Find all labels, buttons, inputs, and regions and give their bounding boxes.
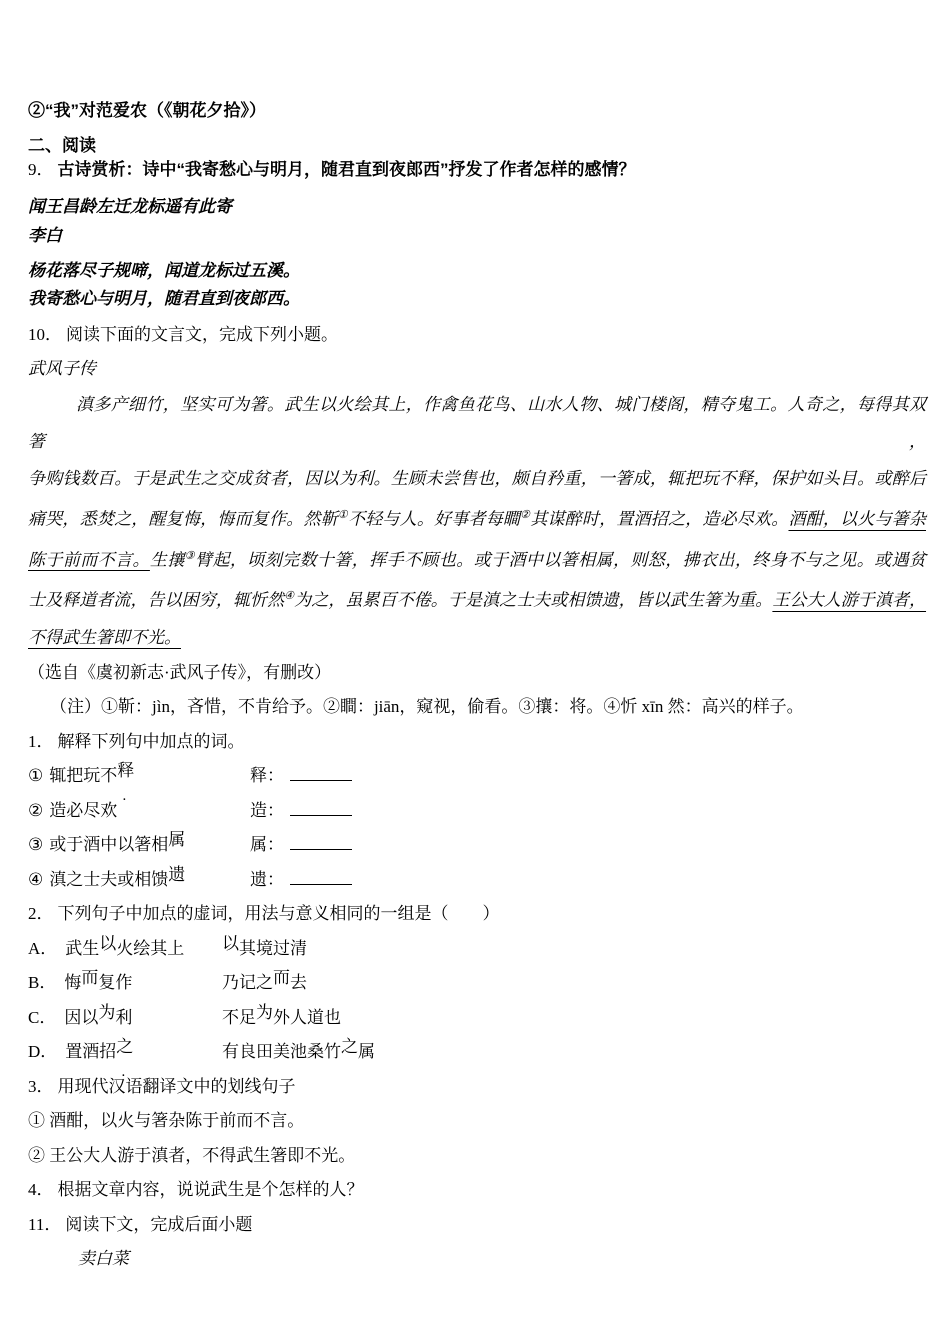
item-circled-number: ②	[28, 800, 44, 820]
answer-label: 释：	[250, 766, 284, 786]
q10-sub2-option-a	[28, 932, 926, 967]
q10-sub3-item-2: ② 王公大人游于滇者，不得武生箸即不光。	[28, 1145, 356, 1165]
dotted-character: 为	[256, 1002, 273, 1022]
passage-text: 滇多产细竹，坚实可为箸。武生以火绘其上，作禽鱼花鸟、山水人物、城门楼阁，精夺鬼工。人奇之，每得其双箸，	[28, 395, 926, 451]
option-phrase: 乃记之	[222, 973, 273, 993]
item-phrase: 辄把玩不	[49, 766, 118, 786]
item2-fan-ailong-line: ②“我”对范爱农（《朝花夕拾》）	[28, 101, 266, 120]
q10-number: 10．	[28, 325, 62, 344]
dotted-character: 以	[222, 933, 239, 953]
passage-text: 士及释道者流，告以困穷，辄忻然	[28, 590, 285, 610]
answer-label: 遗：	[250, 869, 284, 889]
q11-number: 11．	[28, 1214, 62, 1234]
q10-sub3-item-1: ① 酒酣，以火与箸杂陈于前而不言。	[28, 1111, 305, 1131]
q10-sub3-stem-text: 用现代汉语翻译文中的划线句子	[57, 1076, 296, 1096]
underlined-sentence-2: 不得武生箸即不光。	[28, 627, 181, 647]
q11-stem-line	[28, 1208, 926, 1243]
option-phrase: 属	[358, 1042, 375, 1062]
option-phrase: 武生	[65, 938, 100, 958]
q10-sub2-stem-text: 下列句子中加点的虚词，用法与意义相同的一组是（ ）	[57, 904, 500, 924]
passage-line	[28, 538, 926, 579]
q10-sub4-stem-text: 根据文章内容，说说武生是个怎样的人？	[57, 1180, 364, 1200]
option-letter: A．	[28, 938, 58, 958]
underlined-sentence-1: 酒酣，以火与箸杂	[788, 509, 926, 529]
option-phrase: 复作	[98, 973, 133, 993]
option-phrase: 利	[115, 1007, 133, 1027]
item-phrase: 或于酒中以箸相	[49, 835, 169, 855]
poem-line-2: 我寄愁心与明月，随君直到夜郎西。	[28, 289, 300, 308]
passage-text: 其谋醉时，置酒招之，造必尽欢。	[530, 509, 789, 529]
answer-slot	[250, 863, 352, 898]
q10-sub1-item-4	[28, 863, 926, 898]
dotted-character: 之	[116, 1037, 134, 1057]
q10-sub3-number: 3．	[28, 1076, 54, 1096]
q10-stem-line	[28, 324, 926, 346]
note-ref-2: ②	[520, 509, 531, 521]
passage-line	[28, 460, 926, 497]
dotted-character: 以	[99, 933, 117, 953]
option-phrase: 置酒招	[65, 1042, 117, 1062]
option-letter: B．	[28, 973, 57, 993]
option-letter: D．	[28, 1042, 58, 1062]
option-phrase-right	[222, 966, 307, 1001]
dotted-character: 而	[81, 968, 99, 988]
option-phrase: 去	[290, 973, 307, 993]
poem-title: 闻王昌龄左迁龙标遥有此寄	[28, 197, 232, 216]
option-phrase: 其境过清	[239, 938, 307, 958]
underlined-sentence-1: 陈于前而不言。	[28, 550, 150, 570]
q10-sub2-option-d	[28, 1035, 926, 1070]
q10-sub2-option-c	[28, 1001, 926, 1036]
item-phrase: 滇之士夫或相馈	[49, 869, 169, 889]
answer-blank	[290, 870, 352, 885]
q10-sub2-number: 2．	[28, 904, 54, 924]
passage-title: 武风子传	[28, 359, 96, 378]
classical-passage	[28, 386, 926, 656]
item-phrase: 造必尽欢	[49, 800, 118, 820]
q11-subtitle: 卖白菜	[78, 1249, 129, 1269]
q10-sub3-stem	[28, 1070, 926, 1105]
poem-line-1: 杨花落尽子规啼，闻道龙标过五溪。	[28, 261, 300, 280]
dotted-character: 释	[117, 761, 135, 781]
q10-sub1-item-2	[28, 794, 926, 829]
passage-text: 为之，虽累百不倦。于是滇之士夫或相馈遗，皆以武生箸为重。	[294, 590, 773, 610]
option-phrase-right	[222, 1035, 375, 1070]
dotted-character: 属	[168, 830, 186, 850]
q10-sub1-number: 1．	[28, 731, 54, 751]
q9-stem-line	[28, 159, 926, 181]
answer-blank	[290, 766, 352, 781]
q9-number: 9．	[28, 160, 54, 179]
note-ref-4: ④	[284, 590, 295, 603]
answer-label: 造：	[250, 800, 284, 820]
passage-text: 不轻与人。好事者每瞷	[347, 509, 521, 529]
q10-sub1-item-1	[28, 759, 926, 794]
passage-source-line: （选自《虞初新志·武风子传》，有删改）	[28, 662, 332, 682]
answer-label: 属：	[250, 835, 284, 855]
passage-line	[28, 497, 926, 538]
dotted-character: 之	[341, 1037, 358, 1057]
q10-sub2-option-b	[28, 966, 926, 1001]
note-ref-3: ③	[184, 549, 196, 562]
dotted-character: 遗	[168, 864, 186, 884]
option-phrase-right	[222, 1001, 341, 1036]
passage-line	[28, 386, 926, 460]
q10-sub4-stem	[28, 1173, 926, 1208]
item-circled-number: ③	[28, 835, 44, 855]
dotted-character: 为	[98, 1002, 116, 1022]
q11-stem-text: 阅读下文，完成后面小题	[65, 1214, 253, 1234]
option-phrase: 不足	[222, 1007, 256, 1027]
option-phrase-right	[222, 932, 307, 967]
answer-slot	[250, 759, 352, 794]
poem-author: 李白	[28, 226, 62, 245]
option-phrase: 火绘其上	[116, 938, 185, 958]
passage-line	[28, 619, 926, 656]
passage-text: 痛哭，悉焚之，醒复悔，悔而复作。然靳	[28, 509, 338, 529]
item-circled-number: ①	[28, 766, 44, 786]
passage-text: 争购钱数百。于是武生之交成贫者，因以为利。生顾未尝售也，颇自矜重，一箸成，辄把玩不释，保护如头目。或醉后	[28, 469, 926, 488]
option-phrase: 悔	[64, 973, 82, 993]
passage-note-line: （注）①靳：jìn，吝惜，不肯给予。②瞷：jiān，窥视，偷看。③攘：将。④忻 xīn 然：高兴的样子。	[50, 697, 804, 717]
passage-text: 臂起，顷刻完数十箸，挥手不顾也。或于酒中以箸相属，则怒，拂衣出，终身不与之见。或遇贫	[195, 550, 927, 570]
note-ref-1: ①	[337, 509, 348, 521]
item-circled-number: ④	[28, 869, 44, 889]
option-phrase: 因以	[64, 1007, 99, 1027]
option-phrase: 有良田美池桑竹	[222, 1042, 341, 1062]
q9-stem-text: 古诗赏析：诗中“我寄愁心与明月，随君直到夜郎西”抒发了作者怎样的感情？	[57, 160, 636, 179]
dotted-character: 而	[273, 968, 290, 988]
passage-line	[28, 578, 926, 619]
answer-blank	[290, 835, 352, 850]
answer-slot	[250, 828, 352, 863]
option-phrase: 外人道也	[273, 1007, 341, 1027]
option-letter: C．	[28, 1007, 57, 1027]
q10-sub1-stem-text: 解释下列句中加点的词。	[57, 731, 245, 751]
q10-sub1-stem	[28, 725, 926, 760]
section-title-reading: 二、阅读	[28, 136, 96, 155]
underlined-sentence-2: 王公大人游于滇者，	[772, 590, 927, 610]
passage-text: 生攘	[149, 550, 185, 570]
q10-stem-text: 阅读下面的文言文，完成下列小题。	[66, 325, 338, 344]
answer-slot	[250, 794, 352, 829]
q10-sub1-item-3	[28, 828, 926, 863]
q10-sub2-stem	[28, 897, 926, 932]
answer-blank	[290, 801, 352, 816]
q10-sub4-number: 4．	[28, 1180, 54, 1200]
